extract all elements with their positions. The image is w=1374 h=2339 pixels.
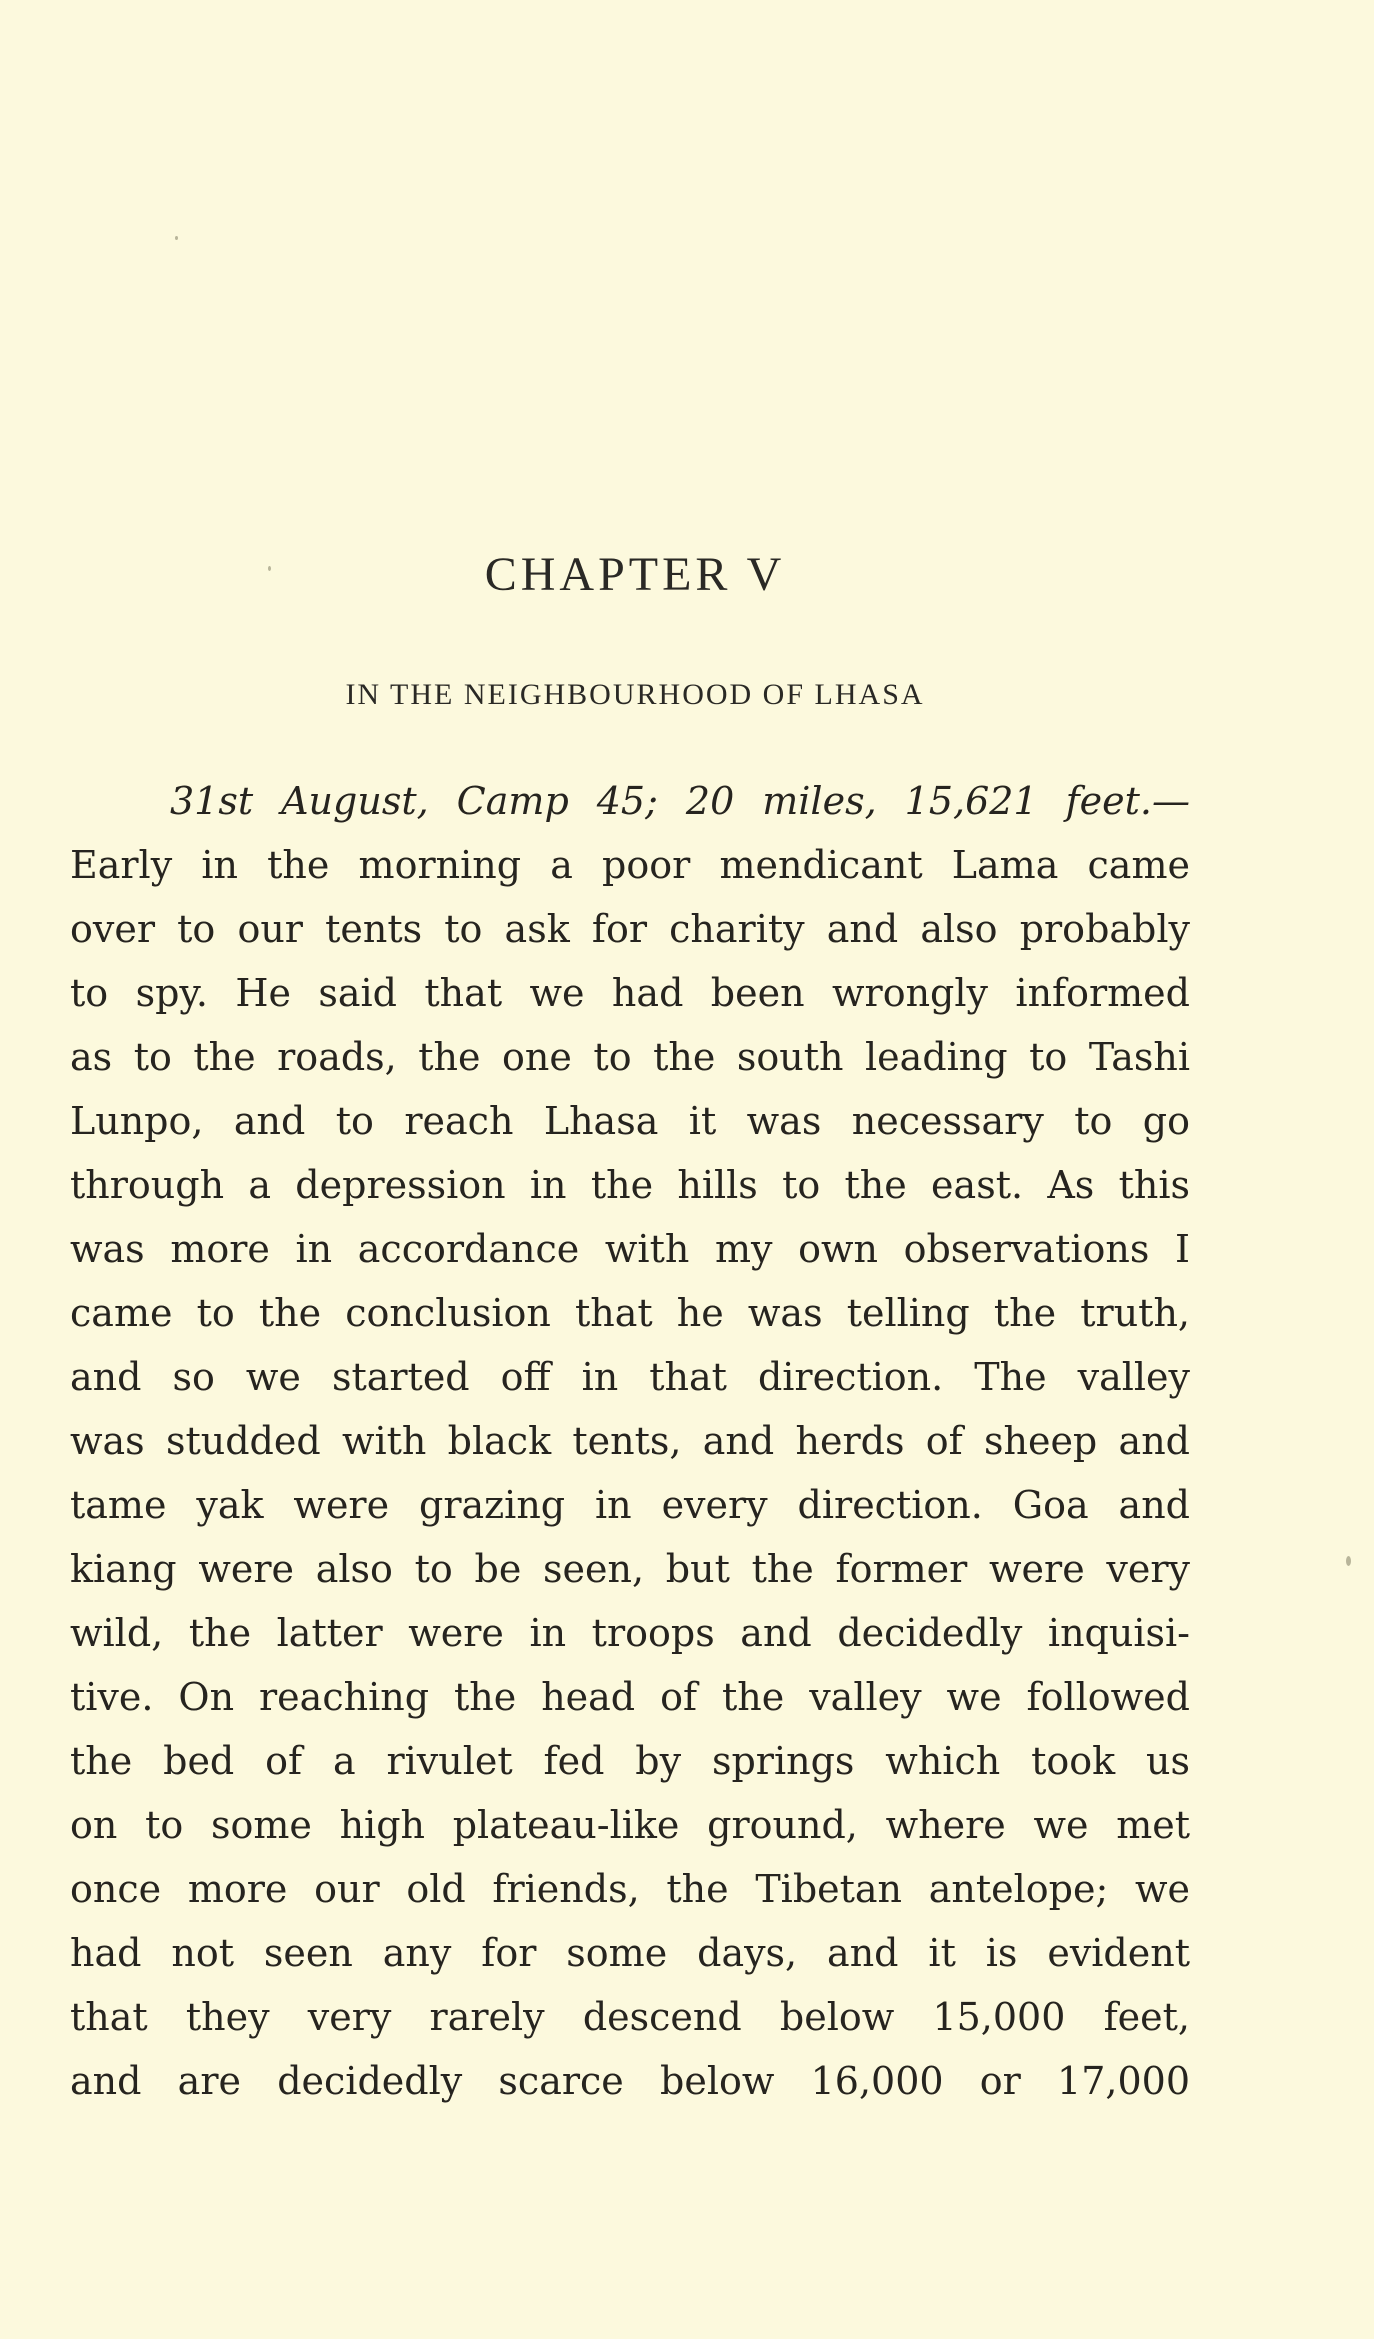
- text-line: kiang were also to be seen, but the former were very: [70, 1547, 1190, 1591]
- text-line: the bed of a rivulet fed by springs which took us: [70, 1739, 1190, 1783]
- body-text: [70, 769, 1190, 2113]
- text-line: came to the conclusion that he was telling the truth,: [70, 1291, 1190, 1335]
- text-line: was studded with black tents, and herds of sheep and: [70, 1419, 1190, 1463]
- text-line: Lunpo, and to reach Lhasa it was necessary to go: [70, 1099, 1190, 1143]
- text-line: Early in the morning a poor mendicant Lama came: [70, 843, 1190, 887]
- text-line: to spy. He said that we had been wrongly informed: [70, 971, 1190, 1015]
- text-line: and so we started off in that direction. The valley: [70, 1355, 1190, 1399]
- entry-heading: 31st August, Camp 45; 20 miles, 15,621 feet.—: [170, 779, 1190, 823]
- text-line: through a depression in the hills to the east. As this: [70, 1163, 1190, 1207]
- chapter-title: CHAPTER V: [484, 548, 786, 601]
- text-line: over to our tents to ask for charity and also probably: [70, 907, 1190, 951]
- text-line: and are decidedly scarce below 16,000 or 17,000: [70, 2059, 1190, 2103]
- text-line: as to the roads, the one to the south leading to Tashi: [70, 1035, 1190, 1079]
- text-line: on to some high plateau-like ground, where we met: [70, 1803, 1190, 1847]
- text-line: that they very rarely descend below 15,000 feet,: [70, 1995, 1190, 2039]
- text-line: tame yak were grazing in every direction. Goa and: [70, 1483, 1190, 1527]
- paper-speck: [1346, 1556, 1351, 1566]
- text-line: had not seen any for some days, and it is evident: [70, 1931, 1190, 1975]
- text-line: was more in accordance with my own observations I: [70, 1227, 1190, 1271]
- text-line: once more our old friends, the Tibetan antelope; we: [70, 1867, 1190, 1911]
- text-line: tive. On reaching the head of the valley we followed: [70, 1675, 1190, 1719]
- chapter-subtitle: IN THE NEIGHBOURHOOD OF LHASA: [345, 678, 925, 711]
- text-line: wild, the latter were in troops and decidedly inquisi-: [70, 1611, 1190, 1655]
- paper-speck: [175, 236, 178, 240]
